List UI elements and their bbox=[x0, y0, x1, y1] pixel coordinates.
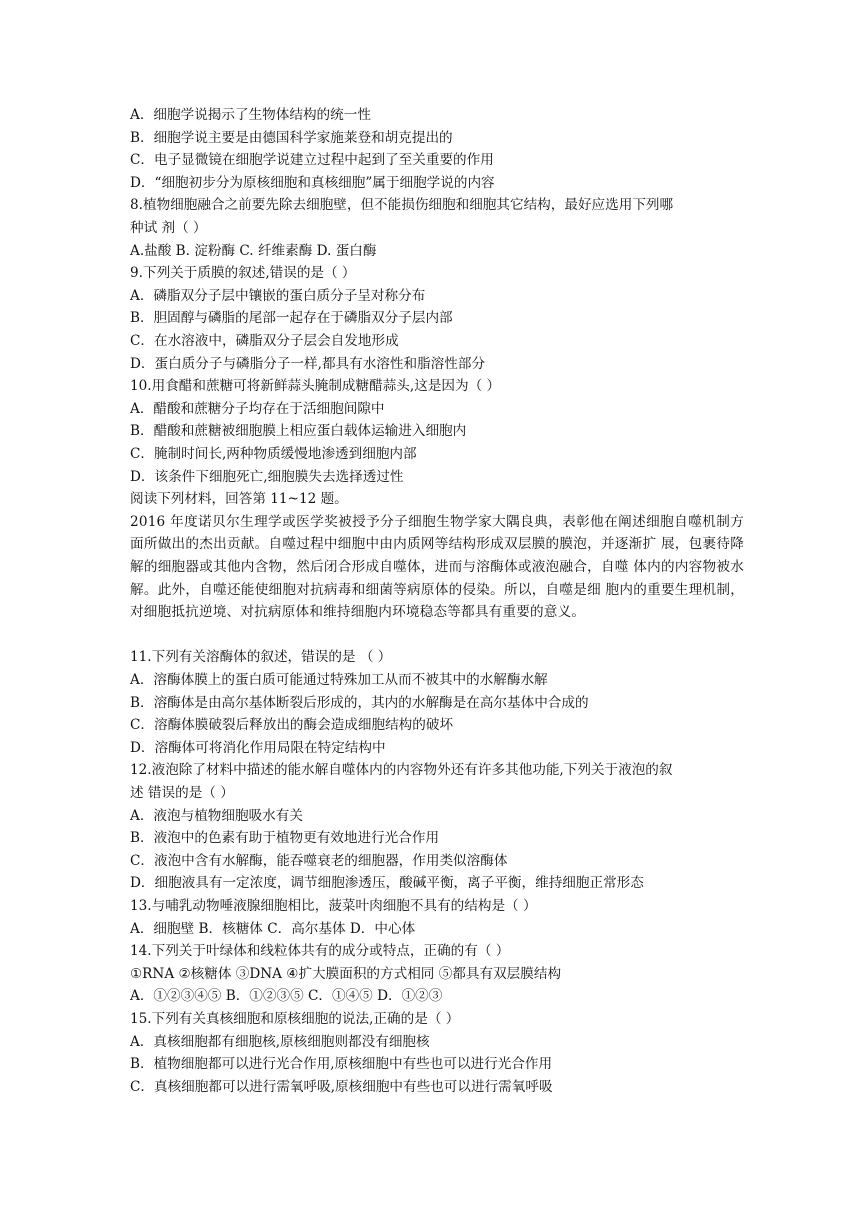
option-line: A．溶酶体膜上的蛋白质可能通过特殊加工从而不被其中的水解酶水解 bbox=[130, 672, 548, 688]
question-stem: 8.植物细胞融合之前要先除去细胞壁，但不能损伤细胞和细胞其它结构，最好应选用下列哪 bbox=[130, 197, 674, 214]
option-line: D．溶酶体可将消化作用局限在特定结构中 bbox=[130, 739, 386, 756]
option-line: D．蛋白质分子与磷脂分子一样,都具有水溶性和脂溶性部分 bbox=[130, 355, 486, 372]
option-line: A．液泡与植物细胞吸水有关 bbox=[130, 807, 303, 824]
option-line: C．在水溶液中，磷脂双分子层会自发地形成 bbox=[130, 333, 399, 349]
reading-passage: 2016 年度诺贝尔生理学或医学奖被授予分子细胞生物学家大隅良典，表彰他在阐述细胞自噬机制方面所做出的杰出贡献。自噬过程中细胞中由内质网等结构形成双层膜的膜泡，并逐渐扩 展，包裹待降解的细胞器或其他内含物，然后闭合形成自噬体，进而与溶酶体或液泡融合，自噬 体内的内容物被水解。此外，自噬还能使细胞对抗病毒和细菌等病原体的侵染。所以，自噬是细 胞内的重要生理机制，对细胞抵抗逆境、对抗病原体和维持细胞内环境稳态等都具有重要的意义。 bbox=[130, 513, 744, 621]
question-stem: 述 错误的是（ ） bbox=[130, 785, 234, 801]
option-line: A．细胞壁 B．核糖体 C．高尔基体 D．中心体 bbox=[130, 920, 416, 937]
reading-instruction: 阅读下列材料，回答第 11~12 题。 bbox=[130, 491, 348, 508]
question-stem: 13.与哺乳动物唾液腺细胞相比，菠菜叶肉细胞不具有的结构是（ ） bbox=[130, 898, 537, 914]
option-line: B．植物细胞都可以进行光合作用,原核细胞中有些也可以进行光合作用 bbox=[130, 1056, 553, 1073]
option-line: B．液泡中的色素有助于植物更有效地进行光合作用 bbox=[130, 830, 440, 847]
option-line: B．细胞学说主要是由德国科学家施莱登和胡克提出的 bbox=[130, 129, 453, 146]
option-line: C．真核细胞都可以进行需氧呼吸,原核细胞中有些也可以进行需氧呼吸 bbox=[130, 1078, 553, 1095]
option-line: C．电子显微镜在细胞学说建立过程中起到了至关重要的作用 bbox=[130, 152, 494, 169]
option-line: D．“细胞初步分为原核细胞和真核细胞”属于细胞学说的内容 bbox=[130, 174, 495, 191]
question-stem: 10.用食醋和蔗糖可将新鲜蒜头腌制成糖醋蒜头,这是因为（ ） bbox=[130, 378, 501, 395]
option-line: C．液泡中含有水解酶，能吞噬衰老的细胞器，作用类似溶酶体 bbox=[130, 852, 508, 869]
option-line: A．细胞学说揭示了生物体结构的统一性 bbox=[130, 107, 371, 123]
question-stem: 种试 剂（ ） bbox=[130, 220, 207, 236]
option-line: A．醋酸和蔗糖分子均存在于活细胞间隙中 bbox=[130, 400, 385, 417]
option-line: B．醋酸和蔗糖被细胞膜上相应蛋白载体运输进入细胞内 bbox=[130, 423, 467, 440]
option-line: A.盐酸 B. 淀粉酶 C. 纤维素酶 D. 蛋白酶 bbox=[130, 242, 377, 259]
option-line: D．该条件下细胞死亡,细胞膜失去选择透过性 bbox=[130, 468, 404, 485]
question-stem: 12.液泡除了材料中描述的能水解自噬体内的内容物外还有许多其他功能,下列关于液泡的叙 bbox=[130, 762, 673, 779]
option-line: ①RNA ②核糖体 ③DNA ④扩大膜面积的方式相同 ⑤都具有双层膜结构 bbox=[130, 965, 562, 982]
option-line: B．溶酶体是由高尔基体断裂后形成的，其内的水解酶是在高尔基体中合成的 bbox=[130, 694, 589, 711]
option-line: C．溶酶体膜破裂后释放出的酶会造成细胞结构的破坏 bbox=[130, 717, 454, 734]
option-line: A．真核细胞都有细胞核,原核细胞则都没有细胞核 bbox=[130, 1033, 430, 1050]
option-line: C．腌制时间长,两种物质缓慢地渗透到细胞内部 bbox=[130, 446, 417, 462]
question-stem: 11.下列有关溶酶体的叙述，错误的是 （ ） bbox=[130, 649, 392, 666]
option-line: D．细胞液具有一定浓度，调节细胞渗透压，酸碱平衡，离子平衡，维持细胞正常形态 bbox=[130, 875, 644, 892]
question-stem: 15.下列有关真核细胞和原核细胞的说法,正确的是（ ） bbox=[130, 1011, 460, 1027]
option-line: B．胆固醇与磷脂的尾部一起存在于磷脂双分子层内部 bbox=[130, 310, 453, 327]
question-stem: 9.下列关于质膜的叙述,错误的是（ ） bbox=[130, 265, 356, 282]
option-line: A．磷脂双分子层中镶嵌的蛋白质分子呈对称分布 bbox=[130, 287, 426, 304]
question-stem: 14.下列关于叶绿体和线粒体共有的成分或特点，正确的有（ ） bbox=[130, 943, 510, 960]
option-line: A．①②③④⑤ B．①②③⑤ C．①④⑤ D．①②③ bbox=[130, 988, 443, 1005]
